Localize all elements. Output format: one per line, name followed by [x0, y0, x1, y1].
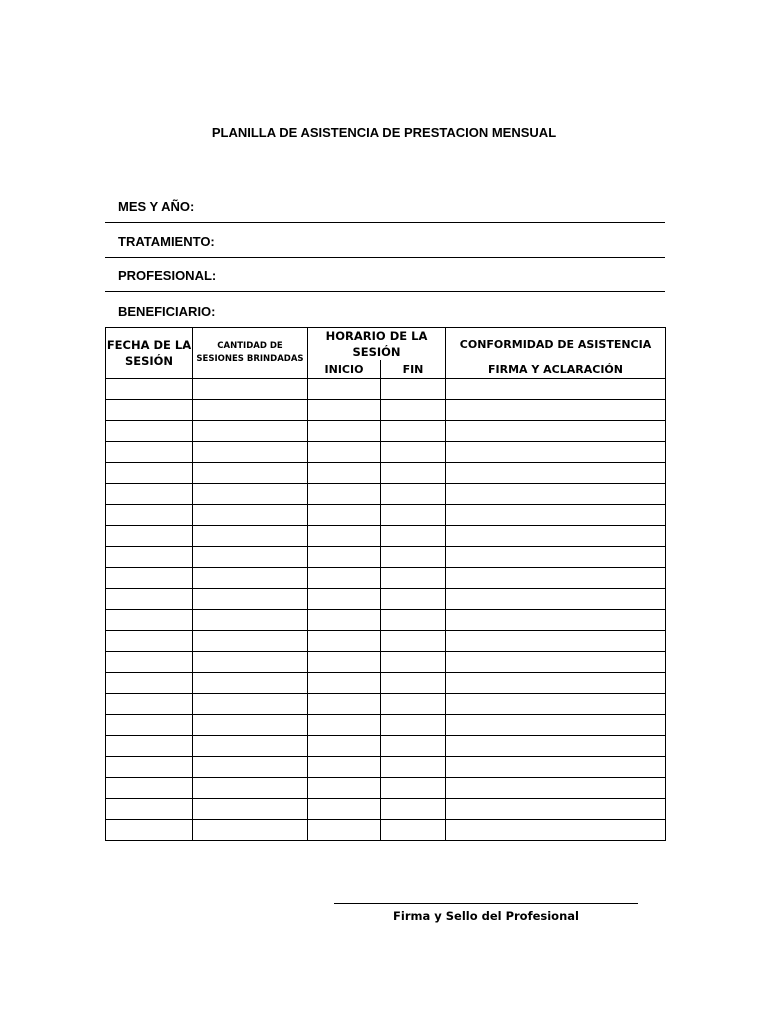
- cell-fin[interactable]: [381, 589, 446, 610]
- table-row: [106, 442, 666, 463]
- table-row: [106, 505, 666, 526]
- cell-fin[interactable]: [381, 631, 446, 652]
- cell-cantidad[interactable]: [193, 610, 308, 631]
- table-row: [106, 568, 666, 589]
- table-body: [106, 379, 666, 841]
- table-row: [106, 400, 666, 421]
- cell-firma[interactable]: [446, 715, 666, 736]
- signature-label: Firma y Sello del Profesional: [393, 909, 579, 923]
- table-row: [106, 757, 666, 778]
- cell-fin[interactable]: [381, 757, 446, 778]
- header-fin: FIN: [381, 360, 446, 379]
- cell-fecha[interactable]: [106, 484, 193, 505]
- field-label: MES Y AÑO:: [118, 199, 195, 214]
- table-row: [106, 673, 666, 694]
- cell-fecha[interactable]: [106, 379, 193, 400]
- table-row: [106, 652, 666, 673]
- cell-cantidad[interactable]: [193, 421, 308, 442]
- cell-fin[interactable]: [381, 547, 446, 568]
- cell-fecha[interactable]: [106, 757, 193, 778]
- cell-firma[interactable]: [446, 778, 666, 799]
- cell-cantidad[interactable]: [193, 526, 308, 547]
- cell-cantidad[interactable]: [193, 547, 308, 568]
- cell-fin[interactable]: [381, 379, 446, 400]
- cell-fin[interactable]: [381, 736, 446, 757]
- cell-inicio[interactable]: [308, 694, 381, 715]
- cell-cantidad[interactable]: [193, 631, 308, 652]
- table-row: [106, 463, 666, 484]
- cell-fecha[interactable]: [106, 547, 193, 568]
- field-label: TRATAMIENTO:: [118, 234, 215, 249]
- attendance-table: [105, 327, 666, 841]
- cell-fin[interactable]: [381, 820, 446, 841]
- cell-cantidad[interactable]: [193, 799, 308, 820]
- cell-fecha[interactable]: [106, 442, 193, 463]
- cell-fecha[interactable]: [106, 400, 193, 421]
- cell-fecha[interactable]: [106, 799, 193, 820]
- cell-cantidad[interactable]: [193, 505, 308, 526]
- cell-firma[interactable]: [446, 484, 666, 505]
- cell-cantidad[interactable]: [193, 463, 308, 484]
- cell-inicio[interactable]: [308, 631, 381, 652]
- cell-fin[interactable]: [381, 400, 446, 421]
- field-label: PROFESIONAL:: [118, 268, 217, 283]
- header-horario: HORARIO DE LA SESIÓN: [308, 328, 446, 361]
- cell-firma[interactable]: [446, 799, 666, 820]
- cell-inicio[interactable]: [308, 757, 381, 778]
- cell-fecha[interactable]: [106, 673, 193, 694]
- cell-inicio[interactable]: [308, 400, 381, 421]
- cell-fecha[interactable]: [106, 631, 193, 652]
- table-row: [106, 631, 666, 652]
- cell-cantidad[interactable]: [193, 652, 308, 673]
- cell-fecha[interactable]: [106, 652, 193, 673]
- table-row: [106, 484, 666, 505]
- cell-cantidad[interactable]: [193, 568, 308, 589]
- cell-cantidad[interactable]: [193, 694, 308, 715]
- field-beneficiario[interactable]: [105, 293, 665, 327]
- cell-firma[interactable]: [446, 547, 666, 568]
- cell-firma[interactable]: [446, 736, 666, 757]
- cell-fin[interactable]: [381, 652, 446, 673]
- field-mes-y-anio[interactable]: [105, 189, 665, 223]
- table-row: [106, 778, 666, 799]
- cell-inicio[interactable]: [308, 484, 381, 505]
- cell-firma[interactable]: [446, 400, 666, 421]
- table-row: [106, 421, 666, 442]
- table-row: [106, 379, 666, 400]
- field-label: BENEFICIARIO:: [118, 304, 216, 319]
- cell-inicio[interactable]: [308, 610, 381, 631]
- table-row: [106, 610, 666, 631]
- cell-fecha[interactable]: [106, 715, 193, 736]
- cell-cantidad[interactable]: [193, 379, 308, 400]
- cell-fecha[interactable]: [106, 610, 193, 631]
- cell-cantidad[interactable]: [193, 442, 308, 463]
- cell-inicio[interactable]: [308, 379, 381, 400]
- table-row: [106, 694, 666, 715]
- table-row: [106, 589, 666, 610]
- cell-fin[interactable]: [381, 673, 446, 694]
- cell-firma[interactable]: [446, 757, 666, 778]
- cell-inicio[interactable]: [308, 568, 381, 589]
- cell-firma[interactable]: [446, 694, 666, 715]
- cell-fecha[interactable]: [106, 526, 193, 547]
- cell-cantidad[interactable]: [193, 715, 308, 736]
- cell-inicio[interactable]: [308, 442, 381, 463]
- cell-cantidad[interactable]: [193, 820, 308, 841]
- cell-fin[interactable]: [381, 484, 446, 505]
- header-cantidad: CANTIDAD DE SESIONES BRINDADAS: [193, 328, 308, 379]
- cell-cantidad[interactable]: [193, 400, 308, 421]
- cell-fin[interactable]: [381, 526, 446, 547]
- header-conformidad: CONFORMIDAD DE ASISTENCIA: [446, 328, 666, 361]
- cell-fecha[interactable]: [106, 778, 193, 799]
- cell-fin[interactable]: [381, 505, 446, 526]
- cell-inicio[interactable]: [308, 736, 381, 757]
- cell-firma[interactable]: [446, 421, 666, 442]
- table-row: [106, 715, 666, 736]
- cell-firma[interactable]: [446, 652, 666, 673]
- cell-cantidad[interactable]: [193, 736, 308, 757]
- cell-fin[interactable]: [381, 778, 446, 799]
- cell-firma[interactable]: [446, 568, 666, 589]
- cell-firma[interactable]: [446, 379, 666, 400]
- cell-fin[interactable]: [381, 568, 446, 589]
- cell-fin[interactable]: [381, 442, 446, 463]
- cell-cantidad[interactable]: [193, 673, 308, 694]
- cell-inicio[interactable]: [308, 715, 381, 736]
- cell-firma[interactable]: [446, 673, 666, 694]
- table-row: [106, 820, 666, 841]
- cell-inicio[interactable]: [308, 820, 381, 841]
- cell-fecha[interactable]: [106, 589, 193, 610]
- cell-inicio[interactable]: [308, 421, 381, 442]
- cell-cantidad[interactable]: [193, 757, 308, 778]
- table-row: [106, 547, 666, 568]
- cell-fin[interactable]: [381, 421, 446, 442]
- cell-fecha[interactable]: [106, 421, 193, 442]
- cell-firma[interactable]: [446, 442, 666, 463]
- cell-firma[interactable]: [446, 589, 666, 610]
- header-inicio: INICIO: [308, 360, 381, 379]
- field-tratamiento[interactable]: [105, 224, 665, 258]
- cell-inicio[interactable]: [308, 652, 381, 673]
- cell-fecha[interactable]: [106, 820, 193, 841]
- cell-firma[interactable]: [446, 526, 666, 547]
- cell-inicio[interactable]: [308, 778, 381, 799]
- table-row: [106, 736, 666, 757]
- cell-firma[interactable]: [446, 505, 666, 526]
- cell-firma[interactable]: [446, 463, 666, 484]
- cell-firma[interactable]: [446, 820, 666, 841]
- table-row: [106, 799, 666, 820]
- cell-cantidad[interactable]: [193, 484, 308, 505]
- cell-fecha[interactable]: [106, 463, 193, 484]
- cell-fecha[interactable]: [106, 694, 193, 715]
- cell-fin[interactable]: [381, 799, 446, 820]
- cell-inicio[interactable]: [308, 505, 381, 526]
- signature-line: [334, 903, 638, 904]
- page-title: PLANILLA DE ASISTENCIA DE PRESTACION MENSUAL: [211, 125, 557, 140]
- header-fecha: FECHA DE LA SESIÓN: [106, 328, 193, 379]
- header-firma: FIRMA Y ACLARACIÓN: [446, 360, 666, 379]
- cell-fecha[interactable]: [106, 568, 193, 589]
- cell-fecha[interactable]: [106, 505, 193, 526]
- cell-inicio[interactable]: [308, 799, 381, 820]
- cell-fecha[interactable]: [106, 736, 193, 757]
- cell-inicio[interactable]: [308, 589, 381, 610]
- cell-cantidad[interactable]: [193, 589, 308, 610]
- cell-fin[interactable]: [381, 715, 446, 736]
- cell-inicio[interactable]: [308, 547, 381, 568]
- cell-inicio[interactable]: [308, 526, 381, 547]
- cell-firma[interactable]: [446, 631, 666, 652]
- cell-cantidad[interactable]: [193, 778, 308, 799]
- cell-inicio[interactable]: [308, 463, 381, 484]
- cell-fin[interactable]: [381, 610, 446, 631]
- cell-fin[interactable]: [381, 694, 446, 715]
- table-row: [106, 526, 666, 547]
- cell-firma[interactable]: [446, 610, 666, 631]
- cell-inicio[interactable]: [308, 673, 381, 694]
- cell-fin[interactable]: [381, 463, 446, 484]
- field-profesional[interactable]: [105, 258, 665, 292]
